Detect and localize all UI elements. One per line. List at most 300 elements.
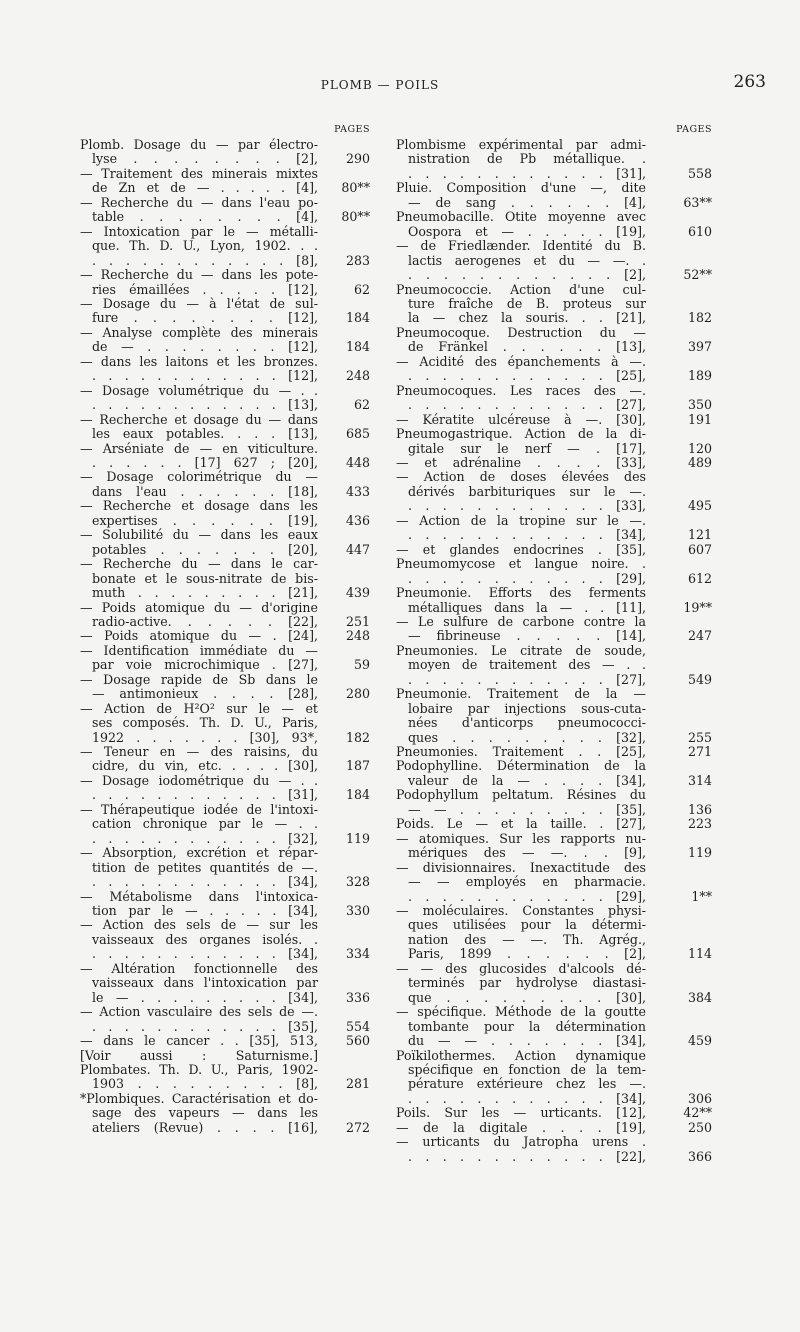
index-entry xyxy=(396,759,712,788)
entry-line: Pneumocoque. Destruction du — xyxy=(396,324,646,340)
page-ref: 19** xyxy=(683,599,712,615)
entry-line: . . . . . . . . . . . . [34], xyxy=(408,1090,646,1106)
page-ref: 247 xyxy=(687,628,712,644)
entry-line: le — . . . . . . . . . [34], xyxy=(92,989,318,1005)
entry-line: tion par le — . . . . . [34], xyxy=(92,903,318,919)
entry-line: — Traitement des minerais mixtes xyxy=(80,165,318,181)
entry-line: . . . . . . . . . . . . [13], xyxy=(92,397,318,413)
entry-text xyxy=(396,745,650,759)
page-ref: 397 xyxy=(687,339,712,355)
entry-line: Pneumococcie. Action d'une cul- xyxy=(396,281,646,297)
entry-text xyxy=(80,1034,322,1048)
entry-line: — Poids atomique du — d'origine xyxy=(80,599,318,615)
entry-line: — Acidité des épanchements à —. xyxy=(396,353,646,369)
index-entry xyxy=(396,904,712,962)
page-ref: 290 xyxy=(345,151,370,167)
index-entry xyxy=(396,1106,712,1120)
entry-text xyxy=(80,962,322,1005)
entry-line: — Thérapeutique iodée de l'intoxi- xyxy=(80,801,318,817)
entry-line: spécifique en fonction de la tem- xyxy=(408,1062,646,1077)
entry-line: . . . . . . . . . . . . [35], xyxy=(92,1018,318,1034)
page-ref: 448 xyxy=(345,454,370,470)
entry-line: . . . . . . . . . . . . [8], xyxy=(92,252,318,268)
page-ref: 251 xyxy=(345,613,370,629)
entry-text xyxy=(396,413,650,427)
index-entry xyxy=(80,1049,370,1063)
page-ref: 280 xyxy=(345,686,370,702)
entry-text xyxy=(80,268,322,297)
entry-line: nation des — —. Th. Agrég., xyxy=(408,931,646,947)
entry-line: — Action de doses élevées des xyxy=(396,469,646,485)
page-ref: 558 xyxy=(687,165,712,181)
entry-line: Pneumonie. Traitement de la — xyxy=(396,686,646,702)
index-entry xyxy=(396,355,712,384)
entry-line: terminés par hydrolyse diastasi- xyxy=(408,975,646,991)
page-number: 263 xyxy=(733,72,766,92)
entry-line: Oospora et — . . . . . [19], xyxy=(408,223,646,239)
entry-line: — Dosage du — à l'état de sul- xyxy=(80,295,318,311)
index-entry xyxy=(396,210,712,239)
entry-line: dérivés barbituriques sur le —. xyxy=(408,483,646,499)
running-header: PLOMB — POILS xyxy=(320,78,440,92)
entry-text xyxy=(396,514,650,543)
page-ref: 120 xyxy=(687,440,712,456)
index-entry xyxy=(80,962,370,1005)
entry-text xyxy=(80,442,322,471)
entry-line: — et glandes endocrines . [35], xyxy=(396,541,646,557)
page-ref: 336 xyxy=(345,989,370,1005)
entry-line: — Recherche du — dans le car- xyxy=(80,556,318,572)
entry-line: — — des glucosides d'alcools dé- xyxy=(396,960,646,976)
entry-line: métalliques dans la — . . [11], xyxy=(408,599,646,615)
page-ref: 184 xyxy=(345,310,370,326)
entry-line: — Absorption, excrétion et répar- xyxy=(80,845,318,861)
entry-line: — spécifique. Méthode de la goutte xyxy=(396,1004,646,1020)
entry-line: Podophyllum peltatum. Résines du xyxy=(396,787,646,803)
page-ref: 271 xyxy=(687,744,712,760)
index-entry xyxy=(80,702,370,745)
index-entry xyxy=(396,1121,712,1135)
entry-line: — Action de la tropine sur le —. xyxy=(396,512,646,528)
index-entry xyxy=(80,384,370,413)
entry-text xyxy=(396,210,650,239)
entry-line: de Zn et de — . . . . . [4], xyxy=(92,180,318,196)
entry-line: mériques des — —. . . [9], xyxy=(408,845,646,861)
entry-line: — Métabolisme dans l'intoxica- xyxy=(80,888,318,904)
page-ref: 283 xyxy=(345,252,370,268)
entry-text xyxy=(396,456,650,470)
entry-line: — fibrineuse . . . . . [14], xyxy=(408,628,646,644)
page-ref: 182 xyxy=(687,310,712,326)
entry-text xyxy=(396,543,650,557)
entry-line: Paris, 1899 . . . . . . [2], xyxy=(408,946,646,962)
page-ref: 685 xyxy=(345,426,370,442)
entry-text xyxy=(80,890,322,919)
entry-text xyxy=(80,644,322,673)
index-entry xyxy=(80,644,370,673)
entry-line: tombante pour la détermination xyxy=(408,1018,646,1034)
page-ref: 607 xyxy=(687,541,712,557)
page-ref: 62 xyxy=(353,281,370,297)
page-ref: 281 xyxy=(345,1076,370,1092)
entry-line: du — — . . . . . . . [34], xyxy=(408,1033,646,1049)
index-entry xyxy=(396,543,712,557)
entry-line: table . . . . . . . . [4], xyxy=(92,209,318,225)
entry-line: de — . . . . . . . . [12], xyxy=(92,339,318,355)
index-entry xyxy=(396,644,712,687)
index-entry xyxy=(80,297,370,326)
entries-list xyxy=(80,138,370,1135)
index-entry xyxy=(80,774,370,803)
index-entry xyxy=(396,832,712,861)
entry-text xyxy=(396,687,650,745)
page-ref: 334 xyxy=(345,946,370,962)
entry-line: les eaux potables. . . . [13], xyxy=(92,426,318,442)
page-ref: 191 xyxy=(687,411,712,427)
entry-line: — urticants du Jatropha urens . xyxy=(396,1134,646,1150)
page-ref: 366 xyxy=(687,1148,712,1164)
entry-text xyxy=(80,557,322,600)
page-ref: 384 xyxy=(687,989,712,1005)
entry-text xyxy=(396,759,650,788)
index-entry xyxy=(396,557,712,586)
entry-line: — Dosage colorimétrique du — xyxy=(80,469,318,485)
entry-line: ques . . . . . . . . . [32], xyxy=(408,729,646,745)
entry-line: Plombates. Th. D. U., Paris, 1902- xyxy=(80,1062,318,1077)
index-entry xyxy=(80,326,370,355)
entry-line: . . . . . . . . . . . . [33], xyxy=(408,498,646,514)
index-entry xyxy=(80,355,370,384)
entry-line: — Action vasculaire des sels de —. xyxy=(80,1004,318,1020)
entry-text xyxy=(80,225,322,268)
entry-line: [Voir aussi : Saturnisme.] xyxy=(80,1047,318,1063)
entry-line: — Action des sels de — sur les xyxy=(80,917,318,933)
entry-line: lactis aerogenes et du — —. . xyxy=(408,252,646,268)
entry-text xyxy=(80,629,322,643)
page-ref: 554 xyxy=(345,1018,370,1034)
index-entry xyxy=(80,745,370,774)
index-entry xyxy=(396,326,712,355)
index-entry xyxy=(396,239,712,282)
page-ref: 119 xyxy=(687,845,712,861)
entry-line: cation chronique par le — . . xyxy=(92,816,318,832)
entry-line: — Poids atomique du — . [24], xyxy=(80,628,318,644)
index-entry xyxy=(80,629,370,643)
page-ref: 447 xyxy=(345,541,370,557)
entry-line: — Recherche et dosage dans les xyxy=(80,498,318,514)
entry-line: — Identification immédiate du — xyxy=(80,642,318,658)
entry-line: lyse . . . . . . . . [2], xyxy=(92,151,318,167)
entry-line: — Solubilité du — dans les eaux xyxy=(80,527,318,543)
entry-line: — dans le cancer . . [35], 513, xyxy=(80,1033,318,1049)
entry-line: . . . . . . . . . . . . [34], xyxy=(92,874,318,890)
entry-text xyxy=(80,528,322,557)
entry-line: potables . . . . . . . [20], xyxy=(92,541,318,557)
entry-text xyxy=(80,918,322,961)
page-ref: 80** xyxy=(341,209,370,225)
entry-line: cidre, du vin, etc. . . . . [30], xyxy=(92,758,318,774)
index-entry xyxy=(396,1005,712,1048)
index-entry xyxy=(80,918,370,961)
index-entry xyxy=(396,1049,712,1107)
entry-text xyxy=(80,1092,322,1135)
entry-line: nistration de Pb métallique. . xyxy=(408,151,646,167)
index-entry xyxy=(80,1005,370,1034)
entry-text xyxy=(396,861,650,904)
entry-text xyxy=(396,904,650,962)
entry-line: Pneumomycose et langue noire. . xyxy=(396,556,646,572)
entry-line: — Recherche et dosage du — dans xyxy=(80,411,318,427)
index-entry xyxy=(80,803,370,846)
page-ref: 119 xyxy=(345,830,370,846)
index-entry xyxy=(80,138,370,167)
entry-text xyxy=(80,470,322,499)
entry-line: — Teneur en — des raisins, du xyxy=(80,744,318,760)
entry-text xyxy=(80,846,322,889)
page-ref: 306 xyxy=(687,1090,712,1106)
index-entry xyxy=(396,283,712,326)
entry-line: — Dosage iodométrique du — . . xyxy=(80,772,318,788)
entry-line: — — . . . . . . . . . [35], xyxy=(408,801,646,817)
entry-line: — moléculaires. Constantes physi- xyxy=(396,903,646,919)
entry-text xyxy=(396,644,650,687)
entry-line: gitale sur le nerf — . [17], xyxy=(408,440,646,456)
entry-line: de Fränkel . . . . . . [13], xyxy=(408,339,646,355)
entry-text xyxy=(80,803,322,846)
page-ref: 560 xyxy=(345,1033,370,1049)
entry-line: . . . . . . . . . . . . [27], xyxy=(408,397,646,413)
entry-line: Pneumogastrique. Action de la di- xyxy=(396,426,646,442)
entry-text xyxy=(80,384,322,413)
entry-line: pérature extérieure chez les —. xyxy=(408,1076,646,1092)
entry-line: tition de petites quantités de —. xyxy=(92,859,318,875)
entry-line: 1922 . . . . . . . [30], 93*, xyxy=(92,729,318,745)
page-ref: 489 xyxy=(687,454,712,470)
index-entry xyxy=(396,1135,712,1164)
entry-text xyxy=(396,817,650,831)
entry-line: . . . . . . . . . . . . [29], xyxy=(408,570,646,586)
entry-text xyxy=(80,413,322,442)
entries-list xyxy=(396,138,712,1164)
entry-line: *Plombiques. Caractérisation et do- xyxy=(80,1090,318,1106)
page-ref: 80** xyxy=(341,180,370,196)
index-entry xyxy=(80,470,370,499)
entry-line: Pneumonies. Traitement . . [25], xyxy=(396,744,646,760)
entry-text xyxy=(80,297,322,326)
entry-line: . . . . . . . . . . . . [32], xyxy=(92,830,318,846)
index-entry xyxy=(80,846,370,889)
pages-column-heading: PAGES xyxy=(334,124,370,135)
entry-line: radio-active. . . . . . [22], xyxy=(92,613,318,629)
entry-text xyxy=(80,745,322,774)
entry-line: ques utilisées pour la détermi- xyxy=(408,917,646,933)
page-ref: 250 xyxy=(687,1119,712,1135)
entry-line: ries émaillées . . . . . [12], xyxy=(92,281,318,297)
entry-text xyxy=(396,470,650,513)
page-ref: 1** xyxy=(691,888,712,904)
index-entry xyxy=(396,456,712,470)
pages-column-heading: PAGES xyxy=(676,124,712,135)
entry-line: . . . . . . . . . . . . [34], xyxy=(92,946,318,962)
index-entry xyxy=(80,601,370,630)
entry-line: Pneumonies. Le citrate de soude, xyxy=(396,642,646,658)
index-entry xyxy=(396,470,712,513)
entry-text xyxy=(80,774,322,803)
page-ref: 255 xyxy=(687,729,712,745)
entry-line: expertises . . . . . . [19], xyxy=(92,512,318,528)
index-entry xyxy=(80,557,370,600)
entry-text xyxy=(396,1121,650,1135)
entry-line: ateliers (Revue) . . . . [16], xyxy=(92,1119,318,1135)
page-ref: 187 xyxy=(345,758,370,774)
index-column-left xyxy=(80,122,370,1135)
entry-line: . . . . . . . . . . . . [25], xyxy=(408,368,646,384)
entry-line: nées d'anticorps pneumococci- xyxy=(408,715,646,731)
page-ref: 248 xyxy=(345,368,370,384)
entry-line: que . . . . . . . . . [30], xyxy=(408,989,646,1005)
page-ref: 182 xyxy=(345,729,370,745)
entry-line: Plombisme expérimental par admi- xyxy=(396,137,646,152)
entry-text xyxy=(80,1063,322,1092)
index-entry xyxy=(80,442,370,471)
entry-text xyxy=(80,1049,322,1063)
index-entry xyxy=(80,1034,370,1048)
entry-line: par voie microchimique . [27], xyxy=(92,657,318,673)
entry-text xyxy=(396,355,650,384)
entry-text xyxy=(396,557,650,586)
entry-text xyxy=(396,1005,650,1048)
index-entry xyxy=(80,413,370,442)
index-entry xyxy=(80,167,370,196)
entry-line: . . . . . . . . . . . . [31], xyxy=(408,165,646,181)
page-ref: 330 xyxy=(345,903,370,919)
entry-text xyxy=(80,326,322,355)
index-entry xyxy=(80,528,370,557)
index-entry xyxy=(396,745,712,759)
entry-text xyxy=(80,702,322,745)
entry-line: — dans les laitons et les bronzes. xyxy=(80,353,318,369)
page-ref: 495 xyxy=(687,498,712,514)
entry-line: sage des vapeurs — dans les xyxy=(92,1105,318,1121)
entry-line: . . . . . . . . . . . . [27], xyxy=(408,671,646,687)
entry-line: Pneumobacille. Otite moyenne avec xyxy=(396,209,646,225)
entry-line: vaisseaux des organes isolés. . xyxy=(92,931,318,947)
entry-line: . . . . . . . . . . . . [31], xyxy=(92,787,318,803)
entry-line: Poïkilothermes. Action dynamique xyxy=(396,1047,646,1063)
index-entry xyxy=(396,861,712,904)
entry-line: — Analyse complète des minerais xyxy=(80,324,318,340)
entry-text xyxy=(396,615,650,644)
page-ref: 189 xyxy=(687,368,712,384)
entry-line: . . . . . . . . . . . . [34], xyxy=(408,527,646,543)
entry-line: 1903 . . . . . . . . . [8], xyxy=(92,1076,318,1092)
page-ref: 63** xyxy=(683,194,712,210)
index-entry xyxy=(396,817,712,831)
page-ref: 62 xyxy=(353,397,370,413)
entry-text xyxy=(396,586,650,615)
entry-text xyxy=(396,384,650,413)
page-ref: 136 xyxy=(687,801,712,817)
entry-line: Pluie. Composition d'une —, dite xyxy=(396,180,646,196)
entry-line: ses composés. Th. D. U., Paris, xyxy=(92,715,318,731)
entry-line: . . . . . . . . . . . . [2], xyxy=(408,267,646,283)
entry-text xyxy=(80,601,322,630)
page-ref: 436 xyxy=(345,512,370,528)
entry-text xyxy=(396,326,650,355)
index-entry xyxy=(396,687,712,745)
index-entry xyxy=(396,413,712,427)
entry-line: que. Th. D. U., Lyon, 1902. . . xyxy=(92,238,318,254)
entry-text xyxy=(80,673,322,702)
index-entry xyxy=(80,673,370,702)
index-entry xyxy=(80,1092,370,1135)
entry-text xyxy=(396,832,650,861)
index-entry xyxy=(80,225,370,268)
page-ref: 439 xyxy=(345,585,370,601)
entry-line: Poils. Sur les — urticants. [12], xyxy=(396,1105,646,1121)
entry-line: Pneumocoques. Les races des —. xyxy=(396,382,646,398)
entry-line: la — chez la souris. . . [21], xyxy=(408,310,646,326)
entry-line: Podophylline. Détermination de la xyxy=(396,758,646,774)
entry-line: — et adrénaline . . . . [33], xyxy=(396,454,646,470)
entry-line: — atomiques. Sur les rapports nu- xyxy=(396,830,646,846)
page-ref: 42** xyxy=(683,1105,712,1121)
entry-text xyxy=(80,499,322,528)
entry-line: ture fraîche de B. proteus sur xyxy=(408,295,646,311)
entry-line: bonate et le sous-nitrate de bis- xyxy=(92,570,318,586)
entry-text xyxy=(396,239,650,282)
entry-line: . . . . . . . . . . . . [12], xyxy=(92,368,318,384)
index-entry xyxy=(396,962,712,1005)
index-column-right xyxy=(396,122,712,1164)
page-ref: 59 xyxy=(353,657,370,673)
page-ref: 52** xyxy=(683,267,712,283)
entry-line: dans l'eau . . . . . . [18], xyxy=(92,483,318,499)
entry-text xyxy=(80,355,322,384)
entry-line: — antimonieux . . . . [28], xyxy=(92,686,318,702)
entry-text xyxy=(80,1005,322,1034)
page-ref: 121 xyxy=(687,527,712,543)
entry-line: — Le sulfure de carbone contre la xyxy=(396,613,646,629)
index-entry xyxy=(396,427,712,456)
entry-line: . . . . . . . . . . . . [29], xyxy=(408,888,646,904)
entry-text xyxy=(396,1106,650,1120)
page-ref: 184 xyxy=(345,787,370,803)
entry-text xyxy=(396,181,650,210)
index-entry xyxy=(80,499,370,528)
entry-text xyxy=(80,196,322,225)
index-entry xyxy=(396,138,712,181)
page-ref: 184 xyxy=(345,339,370,355)
entry-line: — Dosage rapide de Sb dans le xyxy=(80,671,318,687)
entry-line: — Dosage volumétrique du — . . xyxy=(80,382,318,398)
entry-text xyxy=(396,788,650,817)
entry-text xyxy=(80,167,322,196)
page-ref: 314 xyxy=(687,772,712,788)
page-ref: 328 xyxy=(345,874,370,890)
entry-line: — Recherche du — dans l'eau po- xyxy=(80,194,318,210)
entry-text xyxy=(396,283,650,326)
entry-line: . . . . . . [17] 627 ; [20], xyxy=(92,454,318,470)
entry-line: . . . . . . . . . . . . [22], xyxy=(408,1148,646,1164)
index-entry xyxy=(80,268,370,297)
entry-line: — de la digitale . . . . [19], xyxy=(396,1119,646,1135)
entry-line: — divisionnaires. Inexactitude des xyxy=(396,859,646,875)
index-entry xyxy=(396,181,712,210)
entry-text xyxy=(80,138,322,167)
entry-line: vaisseaux dans l'intoxication par xyxy=(92,975,318,991)
page-ref: 114 xyxy=(687,946,712,962)
